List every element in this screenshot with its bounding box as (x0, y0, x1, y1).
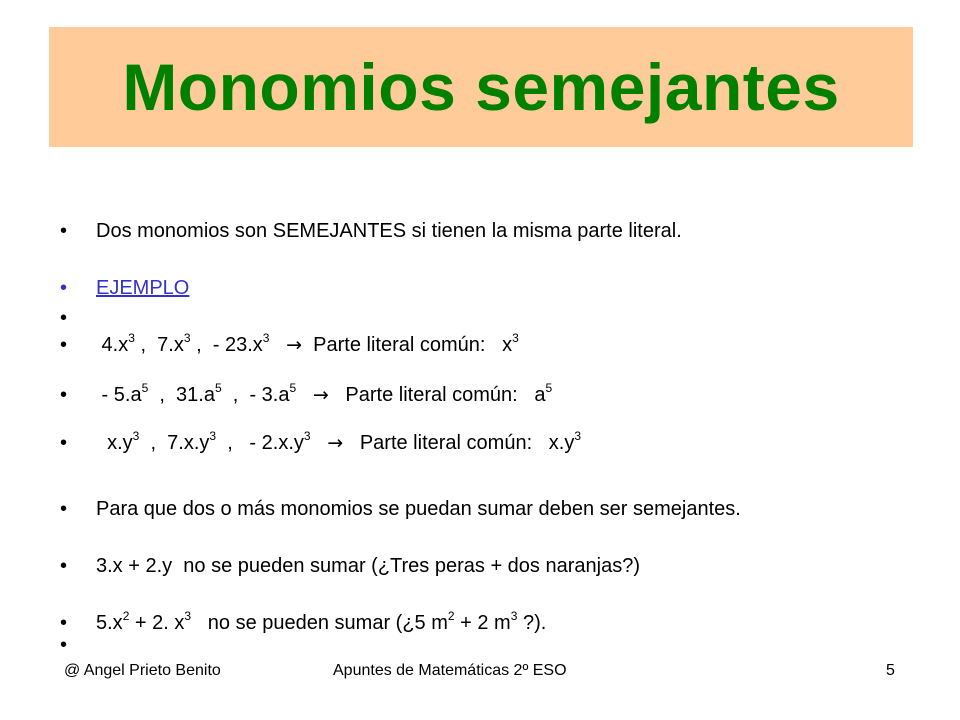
bullet-example-units (60, 608, 700, 638)
bullet-empty (60, 303, 100, 333)
bullet-dot: • (60, 634, 68, 656)
bullet-example-3 (60, 428, 740, 458)
footer-author: @ Angel Prieto Benito (64, 662, 221, 679)
bullet-dot: • (60, 498, 68, 520)
bullet-example-2 (60, 380, 720, 410)
bullet-sum-rule (60, 494, 900, 524)
bullet-dot: • (60, 555, 68, 577)
bullet-example-link[interactable] (60, 273, 260, 303)
bullet-example-xy (60, 551, 820, 581)
bullet-dot: • (60, 612, 68, 634)
slide-title: Monomios semejantes (122, 50, 840, 124)
arrow-right-icon: → (312, 384, 329, 406)
bullet-dot: • (60, 220, 68, 242)
example-units-text: $5.x^2 + 2$. $x^3$ no se pueden sumar (¿5 $m^2 + 2$ $m^3$ ?). (96, 609, 547, 634)
bullet-dot: • (60, 384, 68, 406)
example-xy-text: 3.x + 2.y no se pueden sumar (¿Tres peras + dos naranjas?) (96, 555, 640, 577)
bullet-definition (60, 216, 820, 246)
arrow-right-icon: → (286, 334, 303, 356)
sum-rule-text: Para que dos o más monomios se puedan sumar deben ser semejantes. (96, 498, 741, 520)
bullet-dot: • (60, 432, 68, 454)
title-banner (49, 27, 913, 147)
arrow-right-icon: → (327, 432, 344, 454)
bullet-dot: • (60, 307, 68, 329)
example-2-text: - $5.a^5$ , $31.a^5$ , - $3.a^5$ → Parte literal común: $a^5$ (96, 380, 552, 410)
example-1-text: $4.x^3$ , $7.x^3$ , - $23.x^3$ → Parte literal común: $x^3$ (96, 330, 519, 360)
bullet-example-1 (60, 330, 700, 360)
footer-page-number: 5 (886, 662, 895, 679)
example-link[interactable]: EJEMPLO (96, 277, 190, 299)
definition-text: Dos monomios son SEMEJANTES si tienen la misma parte literal. (96, 220, 682, 242)
bullet-dot: • (60, 277, 68, 299)
bullet-empty (60, 630, 100, 660)
bullet-dot: • (60, 334, 68, 356)
footer-course: Apuntes de Matemáticas 2º ESO (333, 662, 567, 679)
example-3-text: $x.y^3$ , $7.x.y^3$ , - $2.x.y^3$ → Parte literal común: $x.y^3$ (96, 428, 581, 458)
